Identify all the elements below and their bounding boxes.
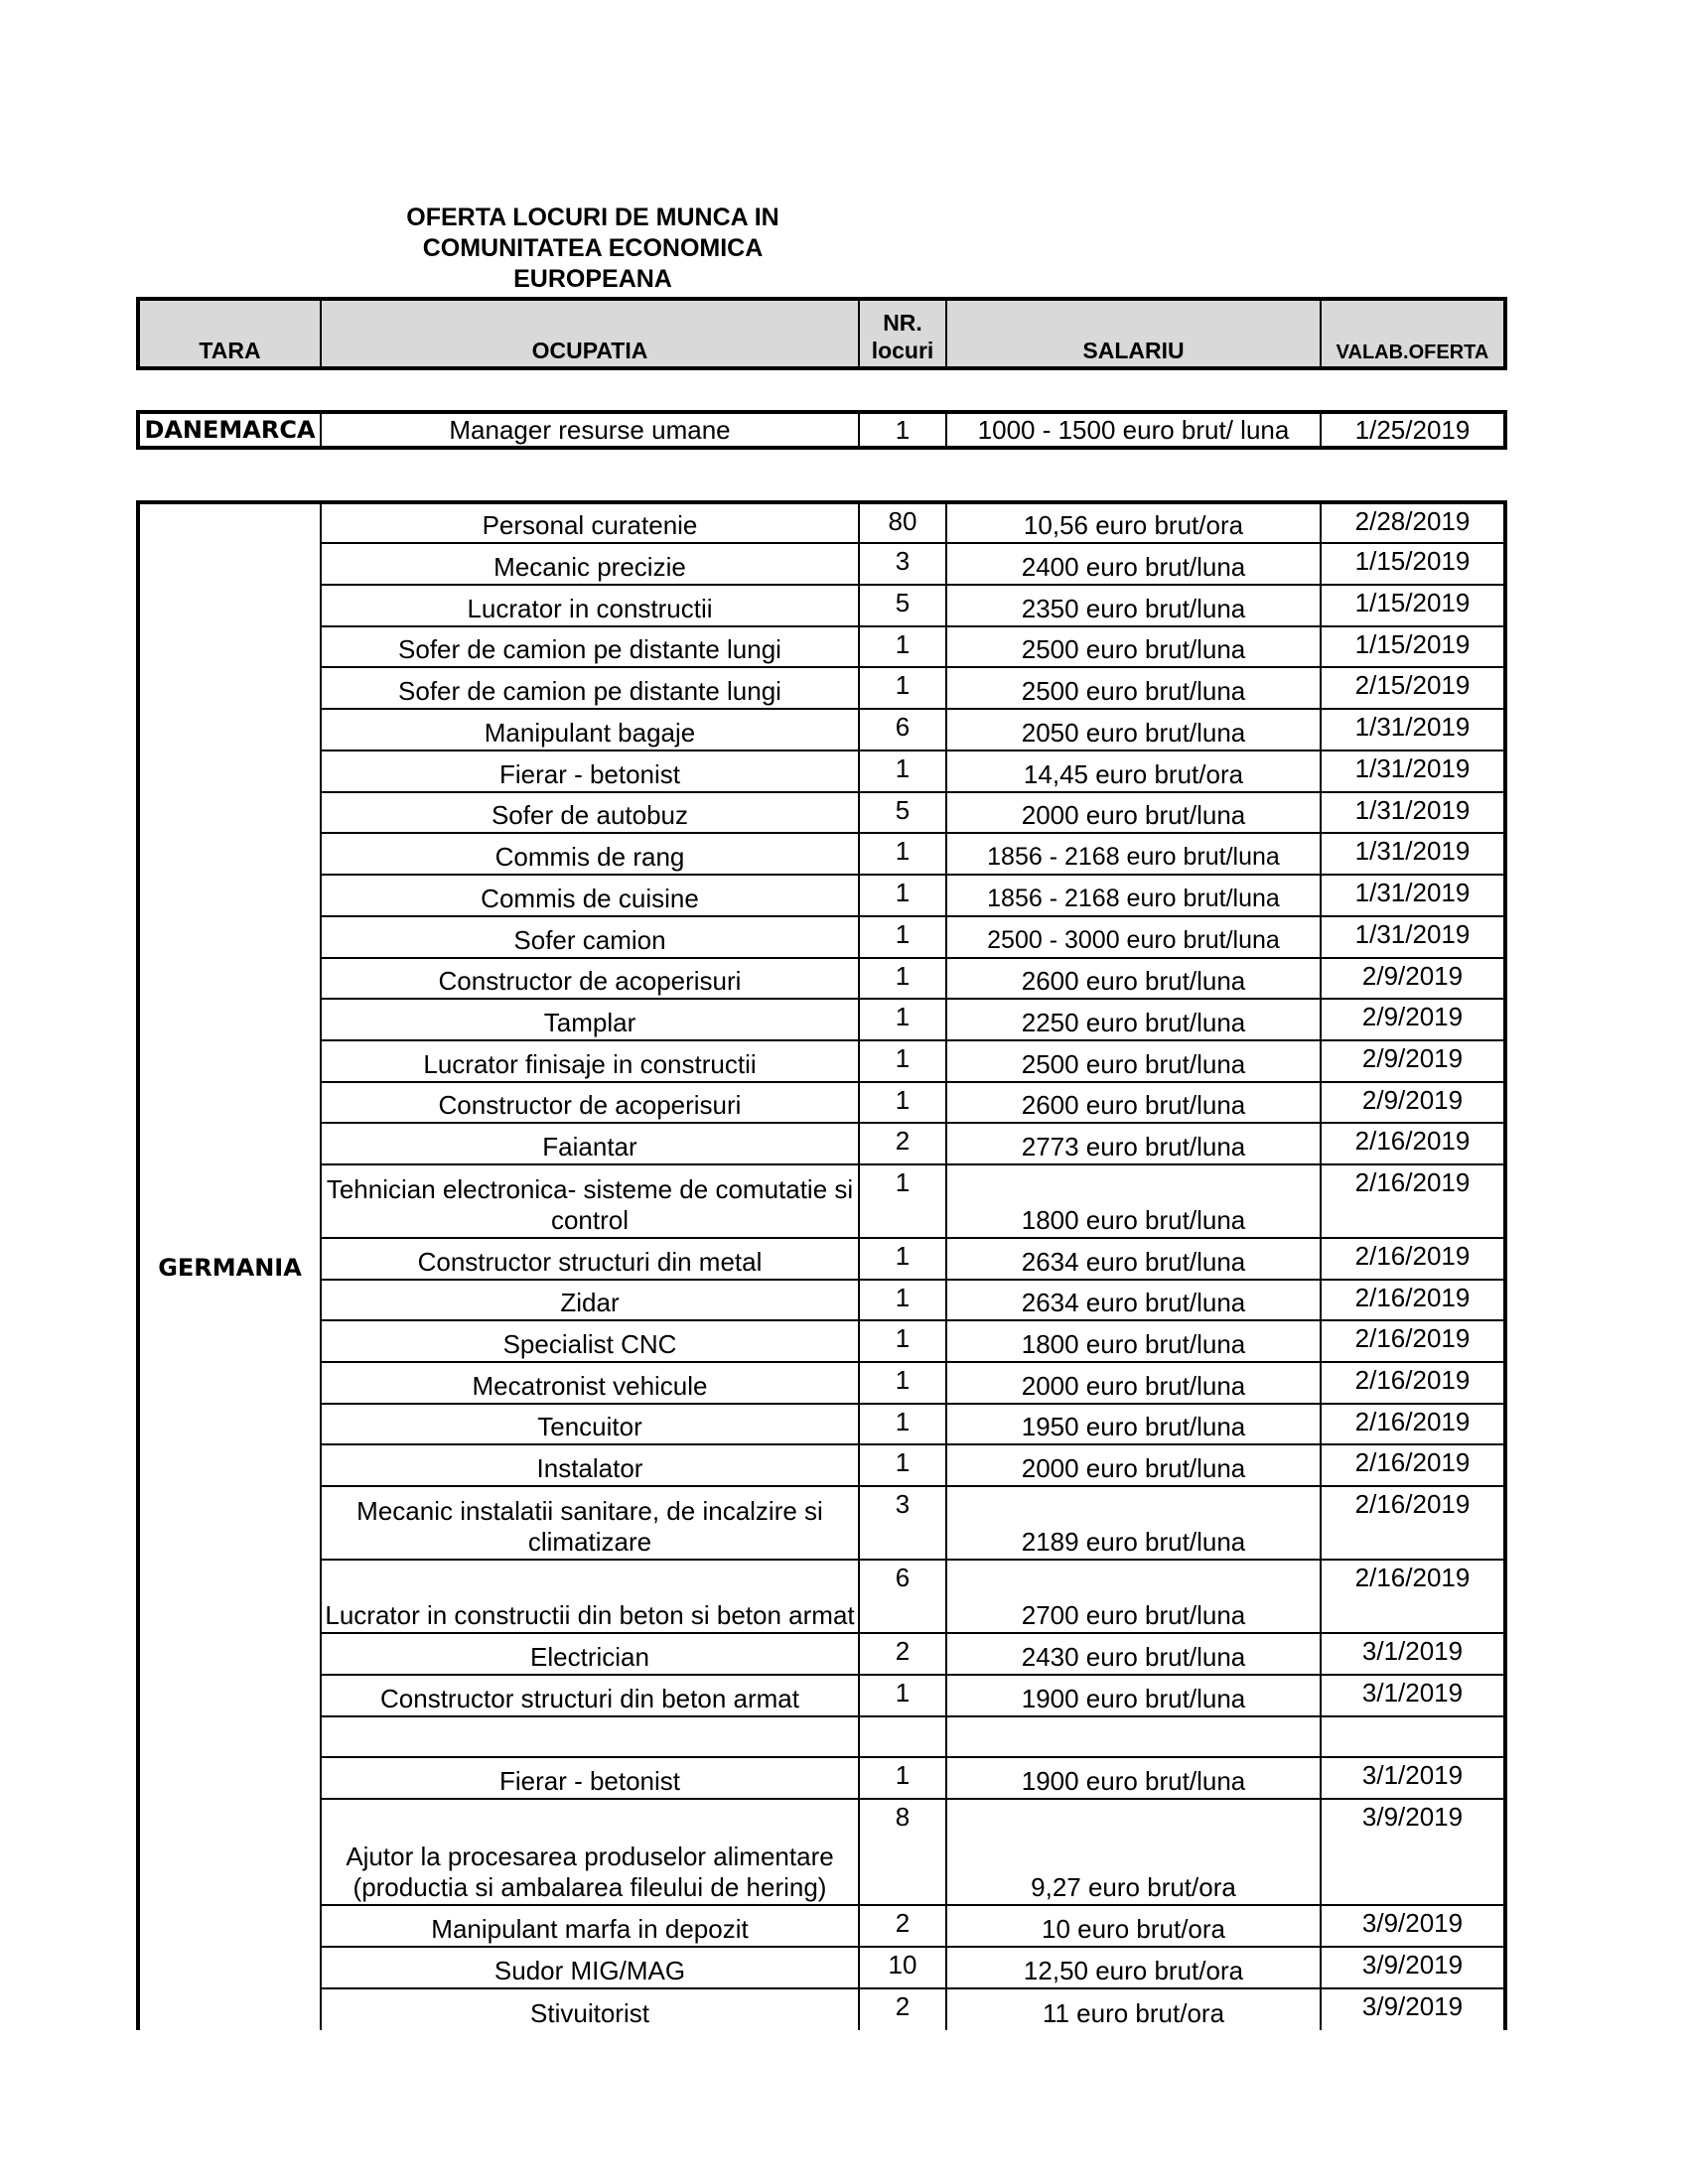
- occupation-cell: Constructor structuri din metal: [321, 1238, 859, 1280]
- table-row: [138, 958, 1505, 999]
- table-row: [138, 1320, 1505, 1362]
- occupation-cell: Sofer de camion pe distante lungi: [321, 667, 859, 709]
- occupation-cell: Specialist CNC: [321, 1320, 859, 1362]
- valid-date-cell: 1/31/2019: [1321, 792, 1505, 833]
- valid-date-cell: 2/9/2019: [1321, 1040, 1505, 1082]
- valid-date-cell: 2/16/2019: [1321, 1404, 1505, 1444]
- nr-locuri-cell: 1: [859, 626, 946, 667]
- valid-date-cell: 2/15/2019: [1321, 667, 1505, 709]
- salary-cell: 10 euro brut/ora: [946, 1905, 1321, 1947]
- salary-cell: 2773 euro brut/luna: [946, 1123, 1321, 1164]
- table-row: [138, 412, 1505, 448]
- occupation-cell: Tamplar: [321, 999, 859, 1040]
- salary-cell: 2000 euro brut/luna: [946, 1444, 1321, 1486]
- occupation-cell: Electrician: [321, 1633, 859, 1675]
- salary-cell: 2400 euro brut/luna: [946, 543, 1321, 585]
- salary-cell: 1800 euro brut/luna: [946, 1320, 1321, 1362]
- table-row: [138, 1123, 1505, 1164]
- table-row: [138, 1757, 1505, 1799]
- valid-date-cell: 3/9/2019: [1321, 1947, 1505, 1988]
- occupation-cell: Commis de cuisine: [321, 875, 859, 916]
- occupation-cell: Tehnician electronica- sisteme de comutatie si control: [321, 1164, 859, 1238]
- header-nr-line1: NR.: [883, 310, 922, 336]
- germania-table: [136, 500, 1507, 2030]
- salary-cell: 11 euro brut/ora: [946, 1988, 1321, 2030]
- header-nr-locuri: [859, 299, 946, 368]
- nr-locuri-cell: 80: [859, 502, 946, 543]
- salary-cell: 1856 - 2168 euro brut/luna: [946, 875, 1321, 916]
- valid-date-cell: 2/16/2019: [1321, 1444, 1505, 1486]
- nr-locuri-cell: 1: [859, 875, 946, 916]
- country-germania: GERMANIA: [158, 1253, 302, 1282]
- nr-locuri-cell: 3: [859, 543, 946, 585]
- occupation-cell: Manipulant bagaje: [321, 709, 859, 751]
- nr-locuri-cell: 1: [859, 1238, 946, 1280]
- valid-date-cell: 1/31/2019: [1321, 709, 1505, 751]
- header-nr-line2: locuri: [871, 338, 934, 363]
- occupation-cell: Sofer camion: [321, 916, 859, 958]
- title-line-2: COMUNITATEA ECONOMICA: [422, 234, 764, 262]
- table-row: [138, 1675, 1505, 1716]
- nr-locuri-cell: 2: [859, 1905, 946, 1947]
- valid-date-cell: 2/9/2019: [1321, 958, 1505, 999]
- nr-locuri-cell: 1: [859, 1404, 946, 1444]
- table-row: [138, 1799, 1505, 1905]
- salary-cell: 2500 euro brut/luna: [946, 1040, 1321, 1082]
- table-row: [138, 626, 1505, 667]
- title-line-3: EUROPEANA: [513, 265, 672, 293]
- table-row: [138, 543, 1505, 585]
- nr-locuri-cell: 1: [859, 1164, 946, 1238]
- table-row: [138, 1560, 1505, 1633]
- nr-locuri-cell: 1: [859, 412, 946, 448]
- nr-locuri-cell: 1: [859, 667, 946, 709]
- nr-locuri-cell: 1: [859, 1320, 946, 1362]
- table-row: [138, 1486, 1505, 1560]
- table-row: [138, 1280, 1505, 1320]
- table-row: [138, 1164, 1505, 1238]
- occupation-cell: Sofer de autobuz: [321, 792, 859, 833]
- salary-cell: 2000 euro brut/luna: [946, 792, 1321, 833]
- table-row: [138, 1633, 1505, 1675]
- table-row: [138, 1988, 1505, 2030]
- valid-date-cell: 3/1/2019: [1321, 1633, 1505, 1675]
- salary-cell: 2634 euro brut/luna: [946, 1238, 1321, 1280]
- header-tara: TARA: [199, 338, 261, 363]
- occupation-cell: Manipulant marfa in depozit: [321, 1905, 859, 1947]
- table-row: [138, 1082, 1505, 1123]
- salary-cell: 2500 euro brut/luna: [946, 667, 1321, 709]
- nr-locuri-cell: 2: [859, 1123, 946, 1164]
- nr-locuri-cell: 1: [859, 999, 946, 1040]
- nr-locuri-cell: 6: [859, 709, 946, 751]
- occupation-cell: Mecanic instalatii sanitare, de incalzire si climatizare: [321, 1486, 859, 1560]
- table-row: [138, 1238, 1505, 1280]
- table-row: [138, 667, 1505, 709]
- valid-date-cell: 2/16/2019: [1321, 1486, 1505, 1560]
- occupation-cell: Ajutor la procesarea produselor alimentare (productia si ambalarea fileului de hering): [321, 1799, 859, 1905]
- occupation-cell: Lucrator in constructii din beton si beton armat: [321, 1560, 859, 1633]
- occupation-cell: Lucrator in constructii: [321, 585, 859, 626]
- table-row: [138, 833, 1505, 875]
- header-salariu: SALARIU: [946, 299, 1321, 368]
- nr-locuri-cell: 1: [859, 1675, 946, 1716]
- occupation-cell: Fierar - betonist: [321, 1757, 859, 1799]
- table-row: [138, 875, 1505, 916]
- salary-cell: 2634 euro brut/luna: [946, 1280, 1321, 1320]
- table-row: [138, 999, 1505, 1040]
- occupation-cell: [321, 1716, 859, 1757]
- valid-date-cell: 3/1/2019: [1321, 1757, 1505, 1799]
- table-row: [138, 1040, 1505, 1082]
- occupation-cell: Faiantar: [321, 1123, 859, 1164]
- valid-date-cell: 1/25/2019: [1321, 412, 1505, 448]
- salary-cell: 2050 euro brut/luna: [946, 709, 1321, 751]
- salary-cell: 1000 - 1500 euro brut/ luna: [946, 412, 1321, 448]
- valid-date-cell: 1/31/2019: [1321, 916, 1505, 958]
- valid-date-cell: 2/16/2019: [1321, 1560, 1505, 1633]
- nr-locuri-cell: 1: [859, 958, 946, 999]
- nr-locuri-cell: 1: [859, 1082, 946, 1123]
- salary-cell: [946, 1716, 1321, 1757]
- salary-cell: 2500 - 3000 euro brut/luna: [946, 916, 1321, 958]
- table-row: [138, 751, 1505, 792]
- valid-date-cell: 2/16/2019: [1321, 1280, 1505, 1320]
- valid-date-cell: 1/15/2019: [1321, 585, 1505, 626]
- valid-date-cell: 1/15/2019: [1321, 626, 1505, 667]
- occupation-cell: Constructor structuri din beton armat: [321, 1675, 859, 1716]
- salary-cell: 1800 euro brut/luna: [946, 1164, 1321, 1238]
- nr-locuri-cell: 1: [859, 1444, 946, 1486]
- nr-locuri-cell: 2: [859, 1988, 946, 2030]
- nr-locuri-cell: 1: [859, 916, 946, 958]
- table-row: [138, 585, 1505, 626]
- nr-locuri-cell: 1: [859, 833, 946, 875]
- occupation-cell: Stivuitorist: [321, 1988, 859, 2030]
- occupation-cell: Sudor MIG/MAG: [321, 1947, 859, 1988]
- salary-cell: 2000 euro brut/luna: [946, 1362, 1321, 1404]
- table-row: [138, 1905, 1505, 1947]
- nr-locuri-cell: [859, 1716, 946, 1757]
- salary-cell: 12,50 euro brut/ora: [946, 1947, 1321, 1988]
- salary-cell: 14,45 euro brut/ora: [946, 751, 1321, 792]
- table-row: [138, 709, 1505, 751]
- valid-date-cell: 2/16/2019: [1321, 1362, 1505, 1404]
- occupation-cell: Fierar - betonist: [321, 751, 859, 792]
- nr-locuri-cell: 8: [859, 1799, 946, 1905]
- nr-locuri-cell: 1: [859, 1757, 946, 1799]
- table-row: [138, 1947, 1505, 1988]
- nr-locuri-cell: 10: [859, 1947, 946, 1988]
- valid-date-cell: 2/16/2019: [1321, 1123, 1505, 1164]
- salary-cell: 2600 euro brut/luna: [946, 1082, 1321, 1123]
- nr-locuri-cell: 6: [859, 1560, 946, 1633]
- header-valab-oferta: VALAB.OFERTA: [1321, 299, 1505, 368]
- title-line-1: OFERTA LOCURI DE MUNCA IN: [406, 204, 779, 231]
- table-row: [138, 1404, 1505, 1444]
- table-row: [138, 502, 1505, 543]
- salary-cell: 10,56 euro brut/ora: [946, 502, 1321, 543]
- table-row: [138, 1444, 1505, 1486]
- nr-locuri-cell: 5: [859, 585, 946, 626]
- danemarca-table: [136, 410, 1507, 450]
- valid-date-cell: 3/9/2019: [1321, 1988, 1505, 2030]
- valid-date-cell: 1/31/2019: [1321, 875, 1505, 916]
- salary-cell: 1856 - 2168 euro brut/luna: [946, 833, 1321, 875]
- salary-cell: 9,27 euro brut/ora: [946, 1799, 1321, 1905]
- valid-date-cell: [1321, 1716, 1505, 1757]
- valid-date-cell: 2/16/2019: [1321, 1164, 1505, 1238]
- occupation-cell: Mecatronist vehicule: [321, 1362, 859, 1404]
- salary-cell: 2350 euro brut/luna: [946, 585, 1321, 626]
- table-row: [138, 1362, 1505, 1404]
- valid-date-cell: 2/9/2019: [1321, 1082, 1505, 1123]
- occupation-cell: Instalator: [321, 1444, 859, 1486]
- header-ocupatia: OCUPATIA: [321, 299, 859, 368]
- nr-locuri-cell: 2: [859, 1633, 946, 1675]
- occupation-cell: Personal curatenie: [321, 502, 859, 543]
- table-row: [138, 792, 1505, 833]
- nr-locuri-cell: 5: [859, 792, 946, 833]
- salary-cell: 2500 euro brut/luna: [946, 626, 1321, 667]
- table-row: [138, 916, 1505, 958]
- occupation-cell: Constructor de acoperisuri: [321, 958, 859, 999]
- salary-cell: 1950 euro brut/luna: [946, 1404, 1321, 1444]
- salary-cell: 1900 euro brut/luna: [946, 1757, 1321, 1799]
- valid-date-cell: 2/16/2019: [1321, 1320, 1505, 1362]
- nr-locuri-cell: 1: [859, 1362, 946, 1404]
- salary-cell: 2600 euro brut/luna: [946, 958, 1321, 999]
- valid-date-cell: 3/9/2019: [1321, 1799, 1505, 1905]
- occupation-cell: Tencuitor: [321, 1404, 859, 1444]
- salary-cell: 2189 euro brut/luna: [946, 1486, 1321, 1560]
- nr-locuri-cell: 3: [859, 1486, 946, 1560]
- table-row: [138, 1716, 1505, 1757]
- document-title: [335, 203, 851, 295]
- country-danemarca: DANEMARCA: [144, 416, 316, 444]
- salary-cell: 1900 euro brut/luna: [946, 1675, 1321, 1716]
- occupation-cell: Lucrator finisaje in constructii: [321, 1040, 859, 1082]
- occupation-cell: Zidar: [321, 1280, 859, 1320]
- valid-date-cell: 2/16/2019: [1321, 1238, 1505, 1280]
- salary-cell: 2700 euro brut/luna: [946, 1560, 1321, 1633]
- valid-date-cell: 3/9/2019: [1321, 1905, 1505, 1947]
- header-row: [138, 299, 1505, 368]
- salary-cell: 2250 euro brut/luna: [946, 999, 1321, 1040]
- occupation-cell: Commis de rang: [321, 833, 859, 875]
- valid-date-cell: 1/15/2019: [1321, 543, 1505, 585]
- valid-date-cell: 1/31/2019: [1321, 833, 1505, 875]
- valid-date-cell: 2/28/2019: [1321, 502, 1505, 543]
- occupation-cell: Sofer de camion pe distante lungi: [321, 626, 859, 667]
- valid-date-cell: 3/1/2019: [1321, 1675, 1505, 1716]
- nr-locuri-cell: 1: [859, 751, 946, 792]
- salary-cell: 2430 euro brut/luna: [946, 1633, 1321, 1675]
- occupation-cell: Mecanic precizie: [321, 543, 859, 585]
- valid-date-cell: 1/31/2019: [1321, 751, 1505, 792]
- nr-locuri-cell: 1: [859, 1040, 946, 1082]
- occupation-cell: Constructor de acoperisuri: [321, 1082, 859, 1123]
- nr-locuri-cell: 1: [859, 1280, 946, 1320]
- header-table: [136, 297, 1507, 370]
- occupation-cell: Manager resurse umane: [321, 412, 859, 448]
- valid-date-cell: 2/9/2019: [1321, 999, 1505, 1040]
